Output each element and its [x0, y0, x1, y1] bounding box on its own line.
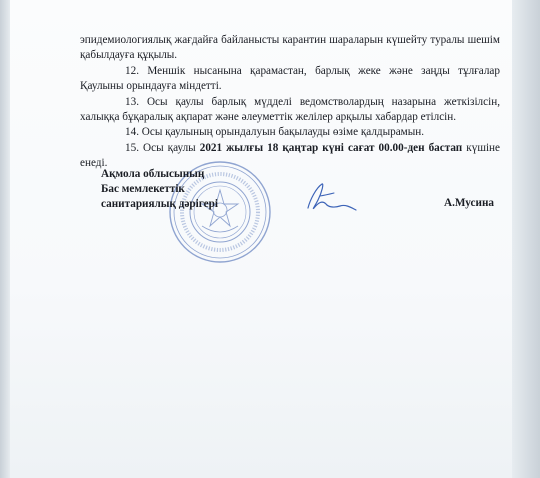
signatory-line: санитариялық дәрігері: [101, 198, 218, 210]
paragraph-text-before: Осы қаулы: [143, 141, 196, 154]
paragraph-number: 13.: [125, 95, 139, 108]
paragraph-text: эпидемиологиялық жағдайға байланысты карантин шараларын күшейту туралы шешім қабылдауға құқылы.: [80, 34, 500, 62]
signatory-title: [101, 167, 218, 212]
paragraph-number: 12.: [125, 64, 139, 77]
signatory-line: Бас мемлекеттік: [101, 183, 185, 195]
paragraph-text: Осы қаулы барлық мүдделі ведомстволардың назарына жеткізілсін, халыққа бұқаралық ақпарат және әлеуметтік желілер арқылы хабардар етілсін.: [80, 95, 501, 124]
paragraph-continuation: [80, 33, 500, 64]
paragraph-text: Осы қаулының орындалуын бақылауды өзіме қалдырамын.: [141, 126, 425, 139]
paragraph-number: 15.: [125, 141, 139, 154]
paragraph-number: 14.: [125, 126, 139, 139]
handwritten-signature-icon: [300, 178, 360, 218]
paragraph-12: [80, 64, 500, 95]
paragraph-text-after: күшіне енеді.: [80, 141, 501, 170]
paragraph-14: [80, 125, 500, 140]
paragraph-text: Меншік нысанына қарамастан, барлық жеке және заңды тұлғалар Қаулыны орындауға міндетті.: [80, 64, 500, 93]
page-left-edge: [0, 0, 10, 478]
paragraph-13: [80, 95, 500, 126]
effective-date: 2021 жылғы 18 қаңтар күні сағат 00.00-ден бастап: [199, 141, 463, 154]
document-body: [80, 33, 500, 172]
signatory-line: Ақмола облысының: [101, 168, 205, 180]
signatory-name: А.Мусина: [444, 197, 494, 209]
page-right-edge: [512, 0, 540, 478]
